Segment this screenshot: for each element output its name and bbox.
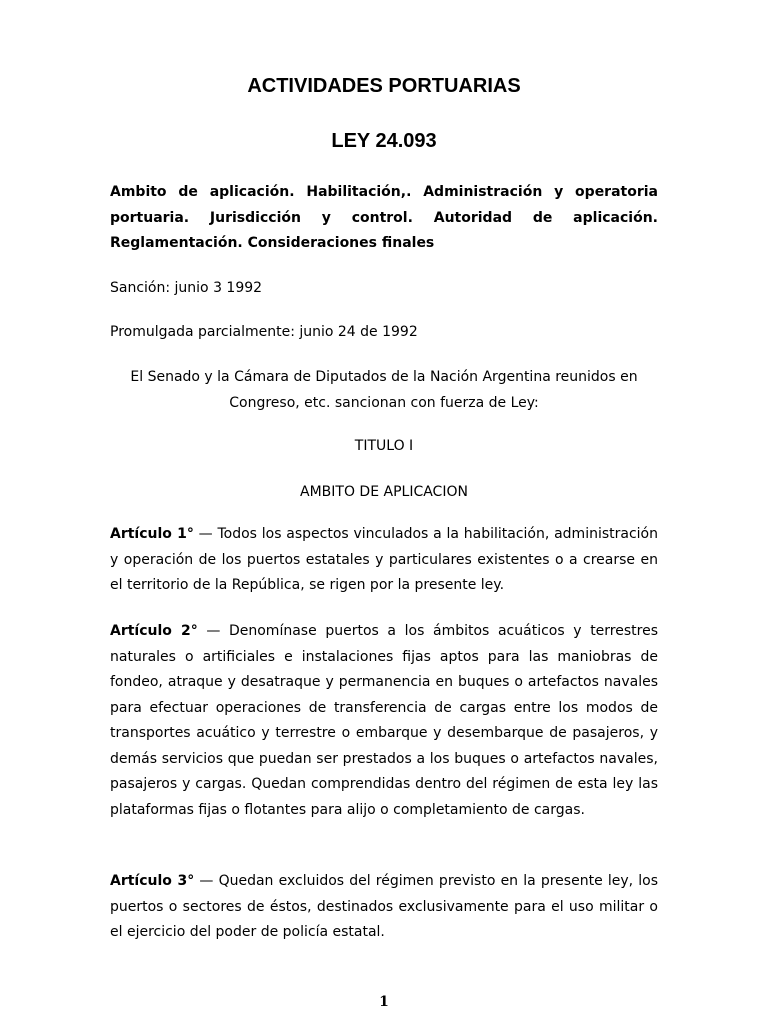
section-title: TITULO I — [354, 438, 414, 454]
law-number: LEY 24.093 — [331, 130, 437, 152]
section-heading: AMBITO DE APLICACION — [300, 484, 468, 500]
article-1-label: Artículo 1° — [110, 526, 194, 542]
document-subtitle: Ambito de aplicación. Habilitación,. Administración y operatoria portuaria. Jurisdicción y control. Autoridad de aplicación. Reglamentación. Consideraciones finales — [110, 184, 658, 251]
sancion-date: Sanción: junio 3 1992 — [110, 280, 263, 296]
promulgada-date: Promulgada parcialmente: junio 24 de 1992 — [110, 324, 418, 340]
article-2-text: — Denomínase puertos a los ámbitos acuáticos y terrestres naturales o artificiales e instalaciones fijas aptos para las maniobras de fondeo, atraque y desatraque y permanencia en buques o artefactos navales para efectuar operaciones de transferencia de cargas entre los modos de transportes acuático y terrestre o embarque y desembarque de pasajeros, y demás servicios que puedan ser prestados a los buques o artefactos navales, pasajeros y cargas. Quedan comprendidas dentro del régimen de esta ley las plataformas fijas o flotantes para alijo o completamiento de cargas. — [110, 623, 659, 818]
article-1-text: — Todos los aspectos vinculados a la habilitación, administración y operación de los puertos estatales y particulares existentes o a crearse en el territorio de la República, se rigen por la presente ley. — [110, 526, 658, 593]
article-3 — [110, 869, 658, 946]
document-title: ACTIVIDADES PORTUARIAS — [247, 75, 521, 97]
article-2 — [110, 619, 658, 823]
article-3-text: — Quedan excluidos del régimen previsto en la presente ley, los puertos o sectores de éstos, destinados exclusivamente para el uso militar o el ejercicio del poder de policía estatal. — [110, 873, 658, 940]
article-3-label: Artículo 3° — [110, 873, 195, 889]
article-1 — [110, 522, 658, 599]
enacting-clause: El Senado y la Cámara de Diputados de la Nación Argentina reunidos en Congreso, etc. sancionan con fuerza de Ley: — [130, 369, 638, 411]
page-number: 1 — [379, 994, 389, 1010]
article-2-label: Artículo 2° — [110, 623, 198, 639]
